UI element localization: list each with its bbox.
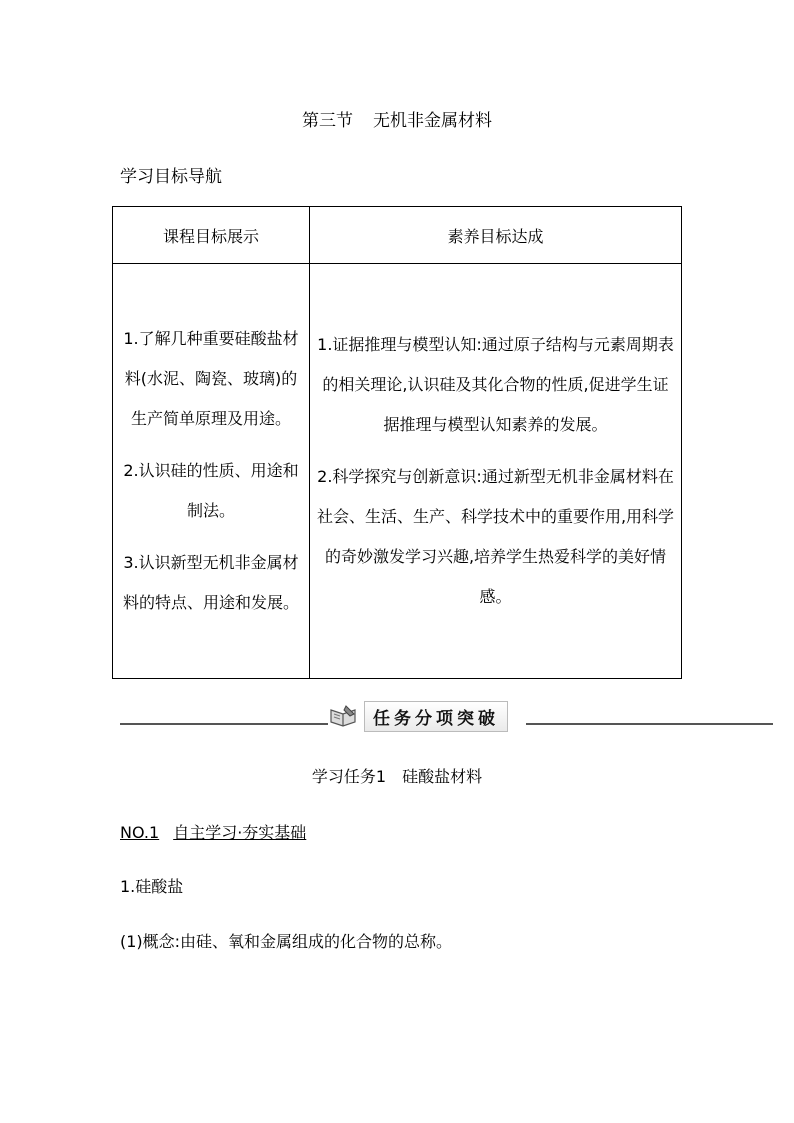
item-heading: 1.硅酸盐 — [120, 877, 184, 896]
header-course-goals: 课程目标展示 — [113, 207, 310, 264]
header-literacy-goals: 素养目标达成 — [310, 207, 682, 264]
nav-title: 学习目标导航 — [120, 167, 222, 187]
literacy-goals-cell — [310, 264, 682, 679]
concept-line: (1)概念:由硅、氧和金属组成的化合物的总称。 — [120, 932, 453, 951]
course-goal-item: 2.认识硅的性质、用途和制法。 — [123, 461, 299, 520]
section-name: 无机非金属材料 — [373, 111, 492, 131]
course-goals-cell — [113, 264, 310, 679]
section-number: 第三节 — [302, 111, 353, 131]
task-banner — [328, 702, 526, 730]
course-goal-item: 3.认识新型无机非金属材料的特点、用途和发展。 — [122, 553, 299, 612]
banner-label: 任务分项突破 — [364, 701, 508, 732]
book-pen-icon — [328, 702, 358, 730]
task-name: 硅酸盐材料 — [402, 767, 483, 786]
literacy-goal-item: 1.证据推理与模型认知:通过原子结构与元素周期表的相关理论,认识硅及其化合物的性质,促进学生证据推理与模型认知素养的发展。 — [317, 335, 674, 434]
course-goal-item: 1.了解几种重要硅酸盐材料(水泥、陶瓷、玻璃)的生产简单原理及用途。 — [123, 329, 299, 428]
goals-table — [112, 206, 682, 679]
section-no-code: NO.1 — [120, 823, 160, 842]
task-label: 学习任务1 — [311, 767, 387, 786]
section-no-heading — [120, 820, 306, 843]
task-title — [0, 764, 794, 787]
literacy-goal-item: 2.科学探究与创新意识:通过新型无机非金属材料在社会、生活、生产、科学技术中的重要作用,用科学的奇妙激发学习兴趣,培养学生热爱科学的美好情感。 — [316, 467, 675, 606]
section-no-text: 自主学习·夯实基础 — [173, 823, 307, 842]
page-title — [0, 106, 794, 131]
